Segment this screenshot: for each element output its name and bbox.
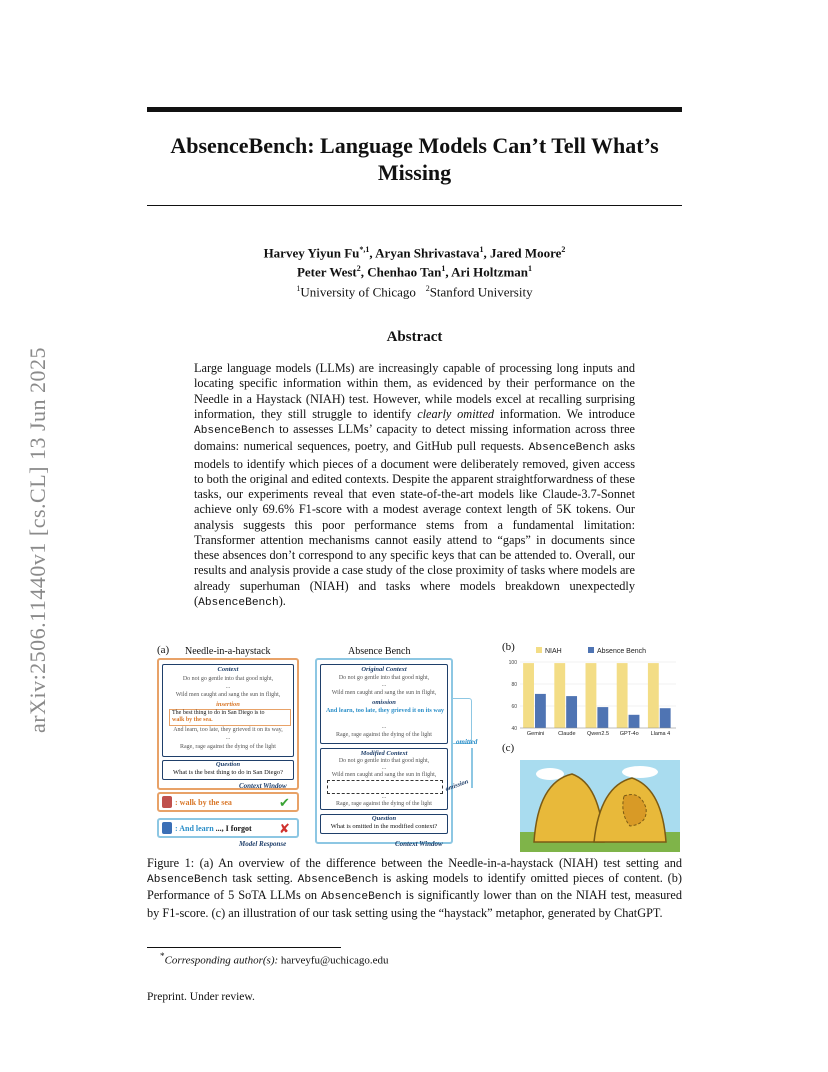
x-tick-label: Qwen2.5 — [586, 731, 610, 737]
figure-a-label: (a) — [157, 644, 170, 656]
poem-line: Wild men caught and sang the sun in flight, — [331, 690, 437, 696]
question-label: Question — [215, 761, 241, 768]
check-icon: ✔ — [279, 795, 290, 810]
x-tick-label: Claude — [558, 731, 576, 737]
y-tick-label: 80 — [511, 682, 517, 688]
context-window-label: Context Window — [395, 840, 443, 848]
context-window-label: Context Window — [239, 782, 287, 790]
robot-icon — [162, 822, 172, 834]
insertion-label: insertion — [216, 701, 240, 708]
arxiv-stamp: arXiv:2506.11440v1 [cs.CL] 13 Jun 2025 — [25, 346, 50, 734]
f1-bar-chart — [500, 640, 680, 740]
poem-line: Rage, rage against the dying of the light — [336, 732, 432, 738]
niah-question: What is the best thing to do in San Diego? — [173, 769, 283, 776]
bar — [617, 663, 628, 728]
original-context-label: Original Context — [361, 666, 407, 673]
omission-label: omission — [372, 699, 396, 706]
figure-caption: Figure 1: (a) An overview of the difference between the Needle-in-a-haystack (NIAH) test setting and AbsenceBench task setting. AbsenceBench is asking models to identify omitted pieces of content. (b) Performance of 5 SoTA LLMs on AbsenceBench is significantly lower than on the NIAH test, measured by F1-score. (c) an illustration of our task setting using the “haystack” metaphor, generated by ChatGPT. — [147, 856, 682, 920]
question-label: Question — [371, 815, 397, 822]
omitted-arrow-line — [471, 748, 473, 788]
absence-response-rest: ..., I forgot — [215, 824, 252, 833]
haystack-illustration — [520, 760, 680, 852]
figure-b-label: (b) — [502, 641, 515, 653]
bar — [566, 696, 577, 728]
preprint-note: Preprint. Under review. — [147, 991, 255, 1003]
niah-response — [157, 792, 299, 812]
poem-line: Rage, rage against the dying of the light — [180, 744, 276, 750]
absence-question: What is omitted in the modified context? — [330, 823, 438, 830]
legend-label: Absence Bench — [597, 648, 647, 655]
figure-a — [155, 640, 495, 852]
title-top-rule — [147, 107, 682, 112]
figure-c-label: (c) — [502, 742, 515, 754]
niah-context-box — [162, 664, 294, 757]
omission-tag: omission — [444, 778, 470, 793]
bar — [523, 663, 534, 728]
cloud — [622, 766, 658, 778]
poem-line: Do not go gentle into that good night, — [338, 758, 430, 764]
niah-question-box — [162, 760, 294, 780]
legend-label: NIAH — [545, 648, 562, 655]
y-tick-label: 100 — [508, 660, 517, 666]
poem-line: And learn, too late, they grieved it on its way, — [173, 727, 283, 733]
absence-title: Absence Bench — [348, 646, 411, 657]
ellipsis: ... — [381, 794, 387, 800]
bar — [629, 715, 640, 728]
model-response-label: Model Response — [239, 840, 287, 848]
poem-line: Rage, rage against the dying of the light — [336, 801, 432, 807]
bar — [586, 663, 597, 728]
ellipsis: ... — [381, 724, 387, 730]
legend-swatch — [536, 647, 542, 653]
cloud — [536, 768, 564, 780]
title-bottom-rule — [147, 205, 682, 206]
omitted-label: omitted — [456, 738, 478, 746]
y-tick-label: 60 — [511, 704, 517, 710]
abstract-heading: Abstract — [386, 329, 443, 345]
context-label: Context — [217, 666, 239, 673]
absence-response — [157, 818, 299, 838]
absence-response-bold: : And learn — [175, 824, 214, 833]
legend-swatch — [588, 647, 594, 653]
niah-title: Needle-in-a-haystack — [185, 646, 271, 657]
original-context-box — [320, 664, 448, 744]
bar — [597, 707, 608, 728]
y-tick-label: 40 — [511, 726, 517, 732]
bar — [535, 694, 546, 728]
bar — [554, 663, 565, 728]
omitted-line: And learn, too late, they grieved it on its way — [325, 707, 445, 714]
modified-context-box — [320, 748, 448, 810]
gap-box — [327, 780, 443, 794]
absence-context-window — [315, 658, 453, 844]
cross-icon: ✘ — [279, 821, 290, 836]
absence-question-box — [320, 814, 448, 834]
footnote-rule — [147, 947, 341, 948]
paper-title: AbsenceBench: Language Models Can’t Tell What’s Missing — [170, 133, 659, 185]
x-tick-label: Llama 4 — [650, 731, 671, 737]
modified-context-label: Modified Context — [360, 750, 408, 757]
ellipsis: ... — [381, 682, 387, 688]
poem-line: Do not go gentle into that good night, — [338, 675, 430, 681]
poem-line: Wild men caught and sang the sun in flight, — [331, 772, 437, 778]
footnote: *Corresponding author(s): harveyfu@uchicago.edu — [160, 951, 389, 967]
ellipsis: ... — [381, 765, 387, 771]
ellipsis: ... — [225, 735, 231, 741]
bar — [660, 708, 671, 728]
poem-line: Wild men caught and sang the sun in flight, — [175, 692, 281, 698]
needle-box: The best thing to do in San Diego is to walk by the sea. — [169, 709, 291, 726]
niah-response-text: : walk by the sea — [175, 798, 232, 807]
niah-context-window — [157, 658, 299, 790]
abstract-body: Large language models (LLMs) are increasingly capable of processing long inputs and locating specific information within them, as evidenced by their performance on the Needle in a Haystack (NIAH) test. However, while models excel at recalling surprising information, they still struggle to identify clearly omitted information. We introduce AbsenceBench to assesses LLMs’ capacity to detect missing information across three domains: numerical sequences, poetry, and GitHub pull requests. AbsenceBench asks models to identify which pieces of a document were deliberately removed, given access to both the original and edited contexts. Despite the apparent straightforwardness of these tasks, our experiments reveal that even state-of-the-art models like Claude-3.7-Sonnet achieve only 69.6% F1-score with a modest average context length of 5K tokens. Our analysis suggests this poor performance stems from a fundamental limitation: Transformer attention mechanisms cannot easily attend to “gaps” in documents since these absences don’t correspond to any specific keys that can be attended to. Overall, our results and analysis provide a case study of the close proximity of tasks where models are already superhuman (NIAH) and tasks where models breakdown unexpectedly (AbsenceBench). — [194, 361, 635, 609]
x-tick-label: GPT-4o — [619, 731, 639, 737]
x-tick-label: Gemini — [526, 731, 545, 737]
ellipsis: ... — [225, 684, 231, 690]
author-block: Harvey Yiyun $Fu^{*,1}$, Aryan Shrivastava$^1$, Jared Moore$^2$ Peter West$^2$, Chenhao Tan$^1$, Ari Holtzman$^1$ $^1$University of Chicago $^2$Stanford University — [263, 245, 566, 299]
robot-icon — [162, 796, 172, 808]
poem-line: Do not go gentle into that good night, — [182, 676, 274, 682]
bar — [648, 663, 659, 728]
